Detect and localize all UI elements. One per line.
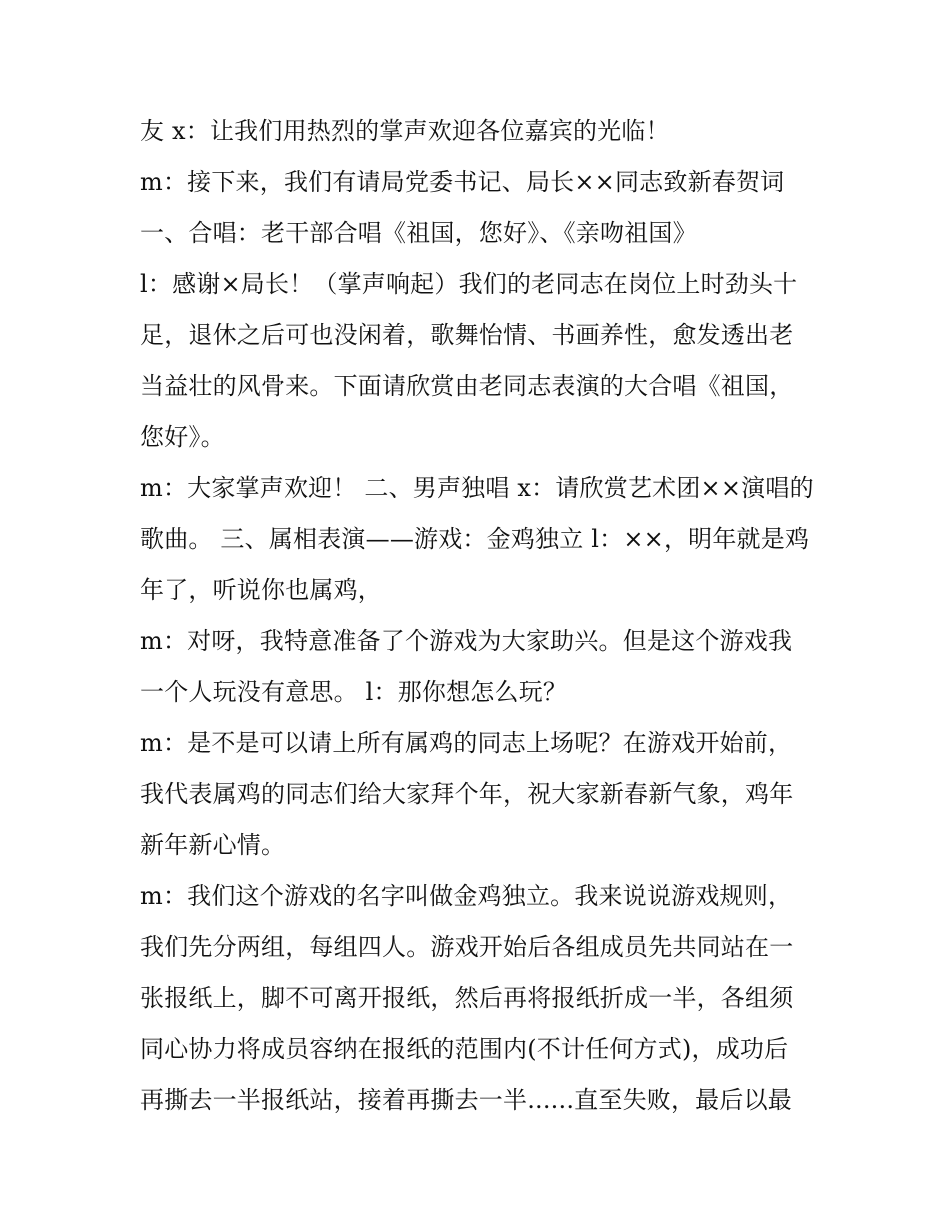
text-line: m：我们这个游戏的名字叫做金鸡独立。我来说说游戏规则， — [140, 882, 793, 910]
text-line: l：感谢×局长！（掌声响起）我们的老同志在岗位上时劲头十 — [140, 270, 798, 298]
text-line: 您好》。 — [140, 423, 225, 451]
text-line: 友 x：让我们用热烈的掌声欢迎各位嘉宾的光临！ — [140, 117, 670, 145]
text-line: 再撕去一半报纸站，接着再撕去一半......直至失败，最后以最 — [140, 1086, 792, 1114]
text-line: m：对呀，我特意准备了个游戏为大家助兴。但是这个游戏我 — [140, 627, 793, 655]
text-line: 同心协力将成员容纳在报纸的范围内(不计任何方式)，成功后 — [140, 1035, 789, 1063]
text-line: m：接下来，我们有请局党委书记、局长××同志致新春贺词 — [140, 168, 785, 196]
text-line: 我代表属鸡的同志们给大家拜个年，祝大家新春新气象，鸡年 — [140, 780, 794, 808]
text-line: m：是不是可以请上所有属鸡的同志上场呢？在游戏开始前， — [140, 729, 793, 757]
text-line: 一个人玩没有意思。 l：那你想怎么玩？ — [140, 678, 568, 706]
text-line: 足，退休之后可也没闲着，歌舞怡情、书画养性，愈发透出老 — [140, 321, 794, 349]
text-line: 当益壮的风骨来。下面请欣赏由老同志表演的大合唱《祖国， — [140, 372, 794, 400]
document-body — [140, 106, 820, 1126]
text-line: 我们先分两组，每组四人。游戏开始后各组成员先共同站在一 — [140, 933, 794, 961]
text-line: 张报纸上，脚不可离开报纸，然后再将报纸折成一半，各组须 — [140, 984, 794, 1012]
text-line: 歌曲。 三、属相表演——游戏：金鸡独立 l：××，明年就是鸡 — [140, 525, 810, 553]
text-line: 年了，听说你也属鸡， — [140, 576, 382, 604]
text-line: 一、合唱：老干部合唱《祖国，您好》、《亲吻祖国》 — [140, 219, 697, 247]
text-line: 新年新心情。 — [140, 831, 286, 859]
text-line: m：大家掌声欢迎！ 二、男声独唱 x：请欣赏艺术团××演唱的 — [140, 474, 814, 502]
